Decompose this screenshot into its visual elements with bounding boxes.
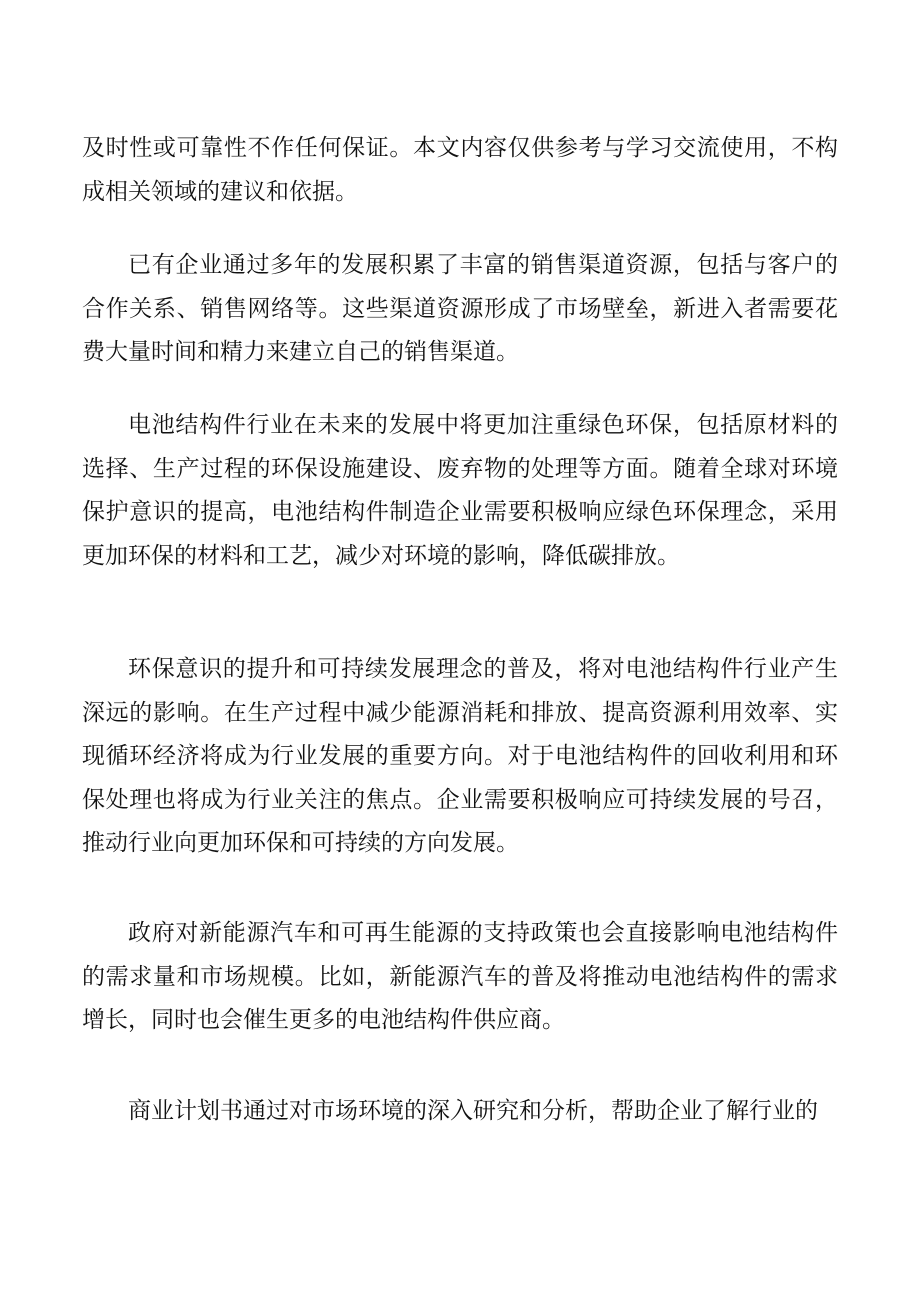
paragraph-sales-channels xyxy=(82,244,838,375)
paragraph-business-plan xyxy=(82,1090,838,1134)
paragraph-government-policy xyxy=(82,912,838,1043)
paragraph-sustainability xyxy=(82,648,838,866)
paragraph-continued xyxy=(82,127,838,214)
paragraph-text: 政府对新能源汽车和可再生能源的支持政策也会直接影响电池结构件的需求量和市场规模。比如，新能源汽车的普及将推动电池结构件的需求增长，同时也会催生更多的电池结构件供应商。 xyxy=(82,920,838,1033)
paragraph-text: 环保意识的提升和可持续发展理念的普及，将对电池结构件行业产生深远的影响。在生产过程中减少能源消耗和排放、提高资源利用效率、实现循环经济将成为行业发展的重要方向。对于电池结构件的回收利用和环保处理也将成为行业关注的焦点。企业需要积极响应可持续发展的号召，推动行业向更加环保和可持续的方向发展。 xyxy=(82,656,838,856)
paragraph-text: 及时性或可靠性不作任何保证。本文内容仅供参考与学习交流使用，不构成相关领域的建议和依据。 xyxy=(82,135,838,205)
paragraph-text: 已有企业通过多年的发展积累了丰富的销售渠道资源，包括与客户的合作关系、销售网络等。这些渠道资源形成了市场壁垒，新进入者需要花费大量时间和精力来建立自己的销售渠道。 xyxy=(82,252,838,365)
paragraph-text: 商业计划书通过对市场环境的深入研究和分析，帮助企业了解行业的 xyxy=(128,1098,818,1124)
paragraph-green-environment xyxy=(82,404,838,578)
paragraph-text: 电池结构件行业在未来的发展中将更加注重绿色环保，包括原材料的选择、生产过程的环保设施建设、废弃物的处理等方面。随着全球对环境保护意识的提高，电池结构件制造企业需要积极响应绿色环保理念，采用更加环保的材料和工艺，减少对环境的影响，降低碳排放。 xyxy=(82,412,838,569)
